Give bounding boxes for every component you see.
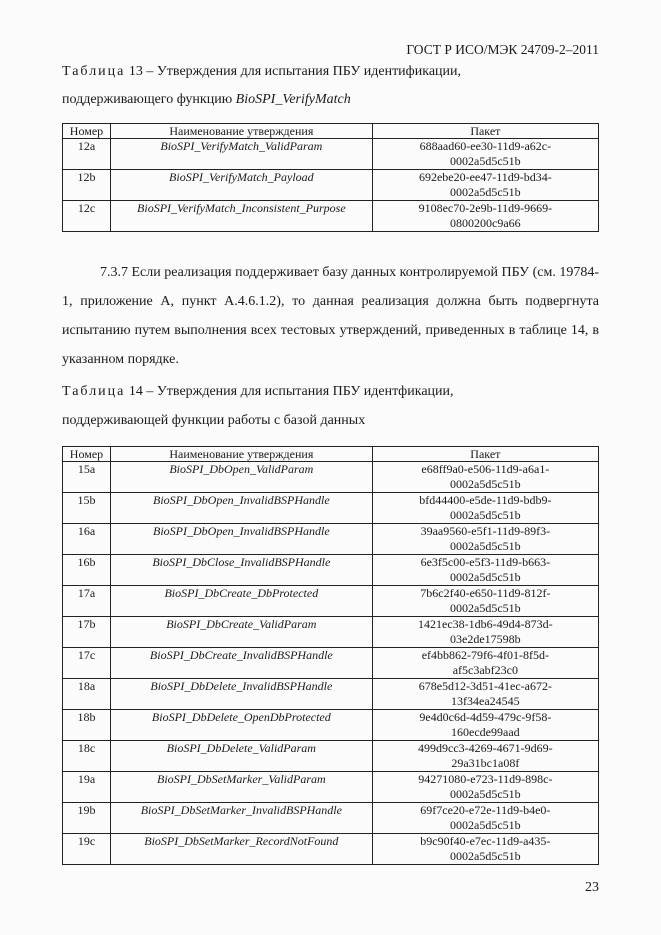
row-number: 17a (63, 586, 111, 617)
packet-id: 6e3f5c00-e5f3-11d9-b663- 0002a5d5c51b (372, 555, 598, 586)
row-number: 19b (63, 803, 111, 834)
packet-id: 39aa9560-e5f1-11d9-89f3- 0002a5d5c51b (372, 524, 598, 555)
table14-header-name: Наименование утверждения (110, 447, 372, 462)
assertion-name: BioSPI_DbCreate_ValidParam (110, 617, 372, 648)
assertion-name: BioSPI_VerifyMatch_Payload (110, 170, 372, 201)
table-row (63, 586, 599, 617)
assertion-name: BioSPI_DbCreate_DbProtected (110, 586, 372, 617)
table13-header-row (63, 124, 599, 139)
table-row (63, 555, 599, 586)
table14-caption-line1 (62, 384, 454, 400)
row-number: 18b (63, 710, 111, 741)
table13-caption-rest: 13 – Утверждения для испытания ПБУ идентификации, (125, 64, 462, 79)
table14-header-num: Номер (63, 447, 111, 462)
row-number: 17b (63, 617, 111, 648)
packet-id: 9108ec70-2e9b-11d9-9669- 0800200c9a66 (372, 201, 598, 232)
assertion-name: BioSPI_DbOpen_ValidParam (110, 462, 372, 493)
table13-caption-plain: поддерживающего функцию (62, 92, 236, 107)
table13-header-packet: Пакет (372, 124, 598, 139)
assertion-name: BioSPI_DbClose_InvalidBSPHandle (110, 555, 372, 586)
table14 (62, 446, 599, 865)
row-number: 12a (63, 139, 111, 170)
table13 (62, 123, 599, 232)
assertion-name: BioSPI_DbSetMarker_InvalidBSPHandle (110, 803, 372, 834)
paragraph-text: 7.3.7 Если реализация поддерживает базу данных контролируемой ПБУ (см. 19784-1, приложение А, пункт А.4.6.1.2), то данная реализация должна быть подвергнута испытанию путем выполнения всех тестовых утверждений, приведенных в таблице 14, в указанном порядке. (62, 265, 599, 367)
table13-caption-italic: BioSPI_VerifyMatch (235, 92, 351, 107)
row-number: 16a (63, 524, 111, 555)
table-row (63, 803, 599, 834)
table14-caption-line2: поддерживающей функции работы с базой данных (62, 413, 366, 428)
row-number: 12b (63, 170, 111, 201)
row-number: 15b (63, 493, 111, 524)
table-row (63, 493, 599, 524)
table-row (63, 648, 599, 679)
assertion-name: BioSPI_DbOpen_InvalidBSPHandle (110, 493, 372, 524)
table14-header-packet: Пакет (372, 447, 598, 462)
table-row (63, 741, 599, 772)
packet-id: 692ebe20-ee47-11d9-bd34- 0002a5d5c51b (372, 170, 598, 201)
table13-caption-line1 (62, 64, 461, 80)
table-row (63, 139, 599, 170)
assertion-name: BioSPI_DbDelete_OpenDbProtected (110, 710, 372, 741)
table14-header-row (63, 447, 599, 462)
table-row (63, 170, 599, 201)
packet-id: bfd44400-e5de-11d9-bdb9- 0002a5d5c51b (372, 493, 598, 524)
row-number: 16b (63, 555, 111, 586)
table13-header-num: Номер (63, 124, 111, 139)
page-number: 23 (585, 880, 599, 895)
row-number: 18a (63, 679, 111, 710)
row-number: 18c (63, 741, 111, 772)
packet-id: 1421ec38-1db6-49d4-873d- 03e2de17598b (372, 617, 598, 648)
table13-header-name: Наименование утверждения (110, 124, 372, 139)
row-number: 12c (63, 201, 111, 232)
table-row (63, 834, 599, 865)
row-number: 15a (63, 462, 111, 493)
table-row (63, 772, 599, 803)
table13-caption-line2 (62, 92, 351, 108)
table-row (63, 201, 599, 232)
packet-id: 69f7ce20-e72e-11d9-b4e0- 0002a5d5c51b (372, 803, 598, 834)
assertion-name: BioSPI_DbOpen_InvalidBSPHandle (110, 524, 372, 555)
table13-caption-word: Таблица (62, 64, 126, 79)
packet-id: e68ff9a0-e506-11d9-a6a1- 0002a5d5c51b (372, 462, 598, 493)
packet-id: b9c90f40-e7ec-11d9-a435- 0002a5d5c51b (372, 834, 598, 865)
packet-id: 499d9cc3-4269-4671-9d69- 29a31bc1a08f (372, 741, 598, 772)
row-number: 17c (63, 648, 111, 679)
row-number: 19a (63, 772, 111, 803)
standard-header: ГОСТ Р ИСО/МЭК 24709-2–2011 (406, 42, 599, 57)
assertion-name: BioSPI_VerifyMatch_ValidParam (110, 139, 372, 170)
packet-id: ef4bb862-79f6-4f01-8f5d- af5c3abf23c0 (372, 648, 598, 679)
table14-caption-word: Таблица (62, 384, 126, 399)
table-row (63, 679, 599, 710)
packet-id: 688aad60-ee30-11d9-a62c- 0002a5d5c51b (372, 139, 598, 170)
packet-id: 678e5d12-3d51-41ec-a672- 13f34ea24545 (372, 679, 598, 710)
assertion-name: BioSPI_VerifyMatch_Inconsistent_Purpose (110, 201, 372, 232)
packet-id: 7b6c2f40-e650-11d9-812f- 0002a5d5c51b (372, 586, 598, 617)
table-row (63, 524, 599, 555)
assertion-name: BioSPI_DbCreate_InvalidBSPHandle (110, 648, 372, 679)
assertion-name: BioSPI_DbDelete_ValidParam (110, 741, 372, 772)
table-row (63, 710, 599, 741)
assertion-name: BioSPI_DbDelete_InvalidBSPHandle (110, 679, 372, 710)
packet-id: 9e4d0c6d-4d59-479c-9f58- 160ecde99aad (372, 710, 598, 741)
packet-id: 94271080-e723-11d9-898c- 0002a5d5c51b (372, 772, 598, 803)
table-row (63, 617, 599, 648)
row-number: 19c (63, 834, 111, 865)
assertion-name: BioSPI_DbSetMarker_ValidParam (110, 772, 372, 803)
assertion-name: BioSPI_DbSetMarker_RecordNotFound (110, 834, 372, 865)
paragraph-7-3-7 (62, 258, 599, 374)
table14-caption-rest: 14 – Утверждения для испытания ПБУ идентфикации, (125, 384, 454, 399)
table-row (63, 462, 599, 493)
